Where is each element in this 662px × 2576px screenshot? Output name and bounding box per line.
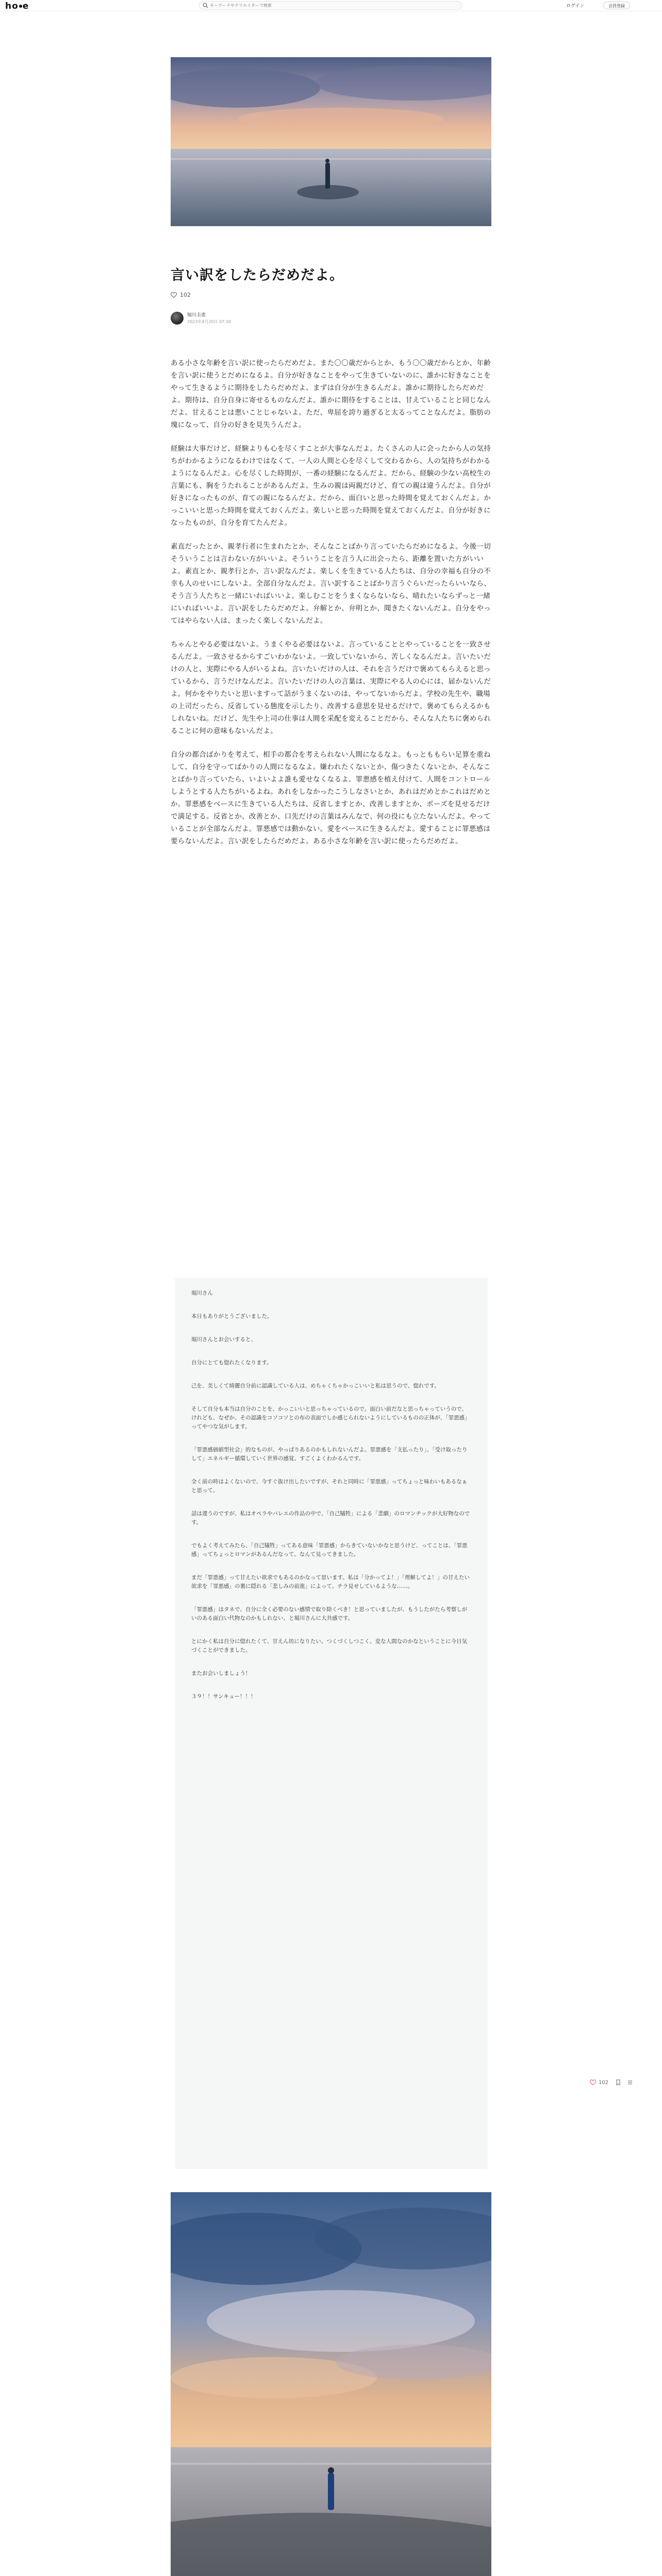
article-title: 言い訳をしたらだめだよ。: [171, 267, 344, 283]
body-paragraph: ちゃんとやる必要はないよ。うまくやる必要はないよ。言っていることとやっていることを一致させるんだよ。一致させるからすごいわかないよ。一致していないから、苦しくなるんだよ。言いたいだけの人と、実際にやる人がいるよね。言いたいだけの人は、それを言うだけで褒めてもらえると思っているから、言うだけなんだよ。言いたいだけの人の言葉は、実際にやる人の心には、届かないんだよ。何かをやりたいと思いますって話がうまくないのは、やってないからだよ。学校の先生や、職場の上司だったら、反省している態度を示したり、改善する意思を見せるだけで、褒めてもらえるかもしれないね。だけど、先生や上司の仕事は人間を采配を変えることだから、そんな人たちに褒められることに何の意味もないんだよ。: [171, 640, 491, 735]
letter-paragraph: ３９！！サンキュー！！！: [191, 1693, 256, 1700]
search-box[interactable]: [199, 1, 462, 10]
signup-button[interactable]: 会員登録: [603, 2, 630, 9]
author-name[interactable]: 堀川圭恵: [187, 313, 206, 318]
letter-paragraph: 自分にとても惚れたくなります。: [191, 1360, 272, 1366]
floating-like-count: 102: [599, 2079, 609, 2086]
letter-paragraph: そして自分も本当は自分のことを、かっこいいと思っちゃっているので。面白い前だなと思っちゃっていうので、けれども、なぜか、その認識をコソコソとの布の表面でしか感じられないようにしているものの正体が、「罪悪感」ってやつな気がします。: [191, 1406, 470, 1430]
top-header: [0, 0, 662, 11]
site-logo[interactable]: ho e: [5, 1, 29, 11]
body-paragraph: ある小さな年齢を言い訳に使ったらだめだよ。また〇〇歳だからとか、もう〇〇歳だからとか、年齢を言い訳に使うとだめになるよ。自分が好きなことをやって生きていないのに、誰かに好きなことをやって生きるように期待をしたらだめだよ。まずは自分が生きるんだよ。誰かに期待したらだめだよ。期待は、自分自身に寄せるものなんだよ。誰かに期待をすることは、甘えていることと同じなんだよ。甘えることは悪いことじゃないよ。ただ、卑屈を誇り過ぎると太るってことなんだよ。脂肪の塊になって、自分の好きを見失うんだよ。: [171, 359, 491, 429]
letter-paragraph: 「罪悪感価値型社会」的なものが、やっぱりあるのかもしれないんだよ。罪悪感を「支払ったり」、「受け取ったりして」エネルギー循環していく世界の感覚、すごくよくわかるんです。: [191, 1447, 468, 1462]
author-avatar[interactable]: [171, 312, 184, 325]
login-link[interactable]: ログイン: [566, 4, 585, 9]
heart-icon[interactable]: [590, 2079, 596, 2086]
toc-icon[interactable]: [627, 2079, 633, 2086]
letter-paragraph: 堀川さん: [191, 1290, 213, 1296]
second-image: [171, 2192, 491, 2576]
body-paragraph: 素直だったとか、親孝行者に生まれたとか、そんなことばかり言っていたらだめになるよ。今後一切そういうことは言わない方がいいよ。そういうことを言う人に出会ったら、距離を置いた方がいいよ。素直とか、親孝行とか、言い訳なんだよ。楽しくを生きている人たちは、自分の幸福も自分の不幸も人のせいにしないよ。全部自分なんだよ。言い訳することばかり言うぐらいだったらいいなら、そう言う人たちと一緒にいればいいよ。楽しむことをうまくならないなら、晴れたいならずっと一緒にいればいいよ。言い訳をしたらだめだよ。弁解とか、弁明とか、聞きたくないんだよ。自分をやってはやらない人は、まったく楽しくないんだよ。: [171, 543, 491, 625]
hero-image: [171, 57, 491, 226]
article-body: [171, 357, 491, 859]
publish-date: 2023年4月20日 07:30: [187, 319, 231, 324]
floating-actions: [590, 2079, 633, 2086]
letter-paragraph: 堀川さんとお会いすると、: [191, 1336, 256, 1343]
bookmark-icon[interactable]: [615, 2079, 621, 2086]
body-paragraph: 経験は大事だけど、経験よりも心を尽くすことが大事なんだよ。たくさんの人に会ったから人の気持ちがわかるようになるわけではなくて、一人の人間と心を尽くして交わるから、人の気持ちがわかるようになるんだよ。心を尽くした時間が、一番の経験になるんだよ。だから、経験の少ない高校生の言葉にも、胸をうたれることがあるんだよ。生みの親は両親だけど、育ての親は違うんだよ。自分が好きになったものが、育ての親になるんだよ。だから、面白いと思った時間を覚えておくんだよ。かっこいいと思った時間を覚えておくんだよ。楽しいと思った時間を覚えておくんだよ。自分が好きになったものが、自分を育てたんだよ。: [171, 445, 491, 527]
letter-paragraph: でもよく考えてみたら、「自己犠牲」ってある意味「罪悪感」からきていないかなと思うけど、ってことは、「罪悪感」ってちょっとロマンがあるんだなって、なんて見ってきました。: [191, 1543, 468, 1557]
body-paragraph: 自分の都合ばかりを考えて、相手の都合を考えられない人間になるなよ。もっとももらい足算を重ねして、自分を守ってばかりの人間になるなよ。嫌われたくないとか、傷つきたくないとか、そんなことばかり言っていたら、いよいよよ誰も愛せなくなるよ。罪悪感を植え付けて、人間をコントロールしようとする人たちがいるよね。あれをしなかったこうしなさいとか、あれはだめとかこれはだめとか。罪悪感をベースに生きている人たちは、反省しますとか、改善しますとか、ポーズを見せるだけで満足する。反省とか、改善とか、口先だけの言葉はみんなで、何の役にも立たないんだよ。やっていることが全部なんだよ。罪悪感では動かない。愛をベースに生きるんだよ。愛することに罪悪感は要らないんだよ。言い訳をしたらだめだよ。ある小さな年齢を言い訳に使ったらだめだよ。: [171, 751, 491, 845]
search-input[interactable]: [210, 2, 457, 9]
letter-paragraph: 話は違うのですが、私はオペラやバレエの作品の中で、「自己犠牲」による「悲劇」のロマンチックが大好物なのです。: [191, 1511, 470, 1526]
search-icon: [203, 3, 208, 8]
letter-paragraph: またお会いしましょう！: [191, 1670, 251, 1676]
like-summary[interactable]: [171, 292, 191, 298]
letter-paragraph: 全く前の時はよくないので、今すぐ抜け出したいですが、それと同時に「罪悪感」ってちょっと味わいもあるなぁと思って。: [191, 1479, 468, 1494]
letter-paragraph: まだ「罪悪感」って甘えたい欲求でもあるのかなって思います。私は「分かってよ！」「理解してよ！」の甘えたい欲求を「罪悪感」の裏に隠れる「悲しみの前進」によって、チラ見せしているような……。: [191, 1574, 470, 1589]
letter-paragraph: とにかく私は自分に惚れたくて、甘えん坊になりたい。つくづくしつこく、変な人間なのかなということに今日気づくことができました。: [191, 1638, 468, 1653]
letter-paragraph: 己を、美しくて綺麗自分前に認識している人は、めちゃくちゃかっこいいと私は思うので、惚れです。: [191, 1383, 440, 1389]
heart-icon: [171, 292, 177, 298]
like-count: 102: [180, 292, 191, 298]
letter-card: [175, 1278, 488, 2169]
author-info[interactable]: [171, 311, 231, 325]
letter-paragraph: 本日もありがとうございました。: [191, 1313, 273, 1319]
letter-paragraph: 「罪悪感」はタネで、自分に全く必要のない感情で取り除くべき！と思っていましたが、もうしたがたら考察しがいのある面白い代物なのかもしれない、と堀川さんに大共感です。: [191, 1606, 468, 1621]
